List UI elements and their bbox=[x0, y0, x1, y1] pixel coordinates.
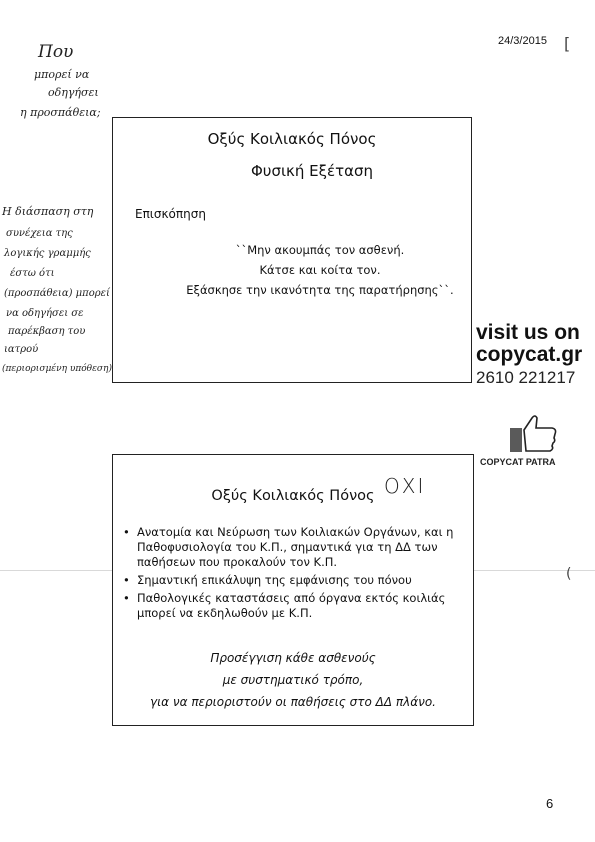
slide-physical-exam bbox=[112, 117, 472, 383]
quote-line: ``Μην ακουμπάς τον ασθενή. bbox=[235, 243, 405, 257]
section-label: Επισκόπηση bbox=[135, 207, 206, 221]
bullet-list bbox=[123, 525, 468, 624]
bullet-item: • Παθολογικές καταστάσεις από όργανα εκτός κοιλιάς μπορεί να εκδηλωθούν με Κ.Π. bbox=[123, 591, 468, 621]
handwritten-line: να οδηγήσει σε bbox=[6, 308, 84, 319]
handwritten-line: οδηγήσει bbox=[48, 86, 99, 99]
bullet-item: • Ανατομία και Νεύρωση των Κοιλιακών Οργάνων, και η Παθοφυσιολογία του Κ.Π., σημαντικά για τη ΔΔ των παθήσεων που προκαλούν τον Κ.Π. bbox=[123, 525, 468, 570]
handwritten-line: η προσπάθεια; bbox=[20, 106, 101, 119]
handwritten-line: μπορεί να bbox=[34, 68, 90, 81]
handwritten-line: συνέχεια της bbox=[6, 228, 73, 239]
handwritten-line: (περιορισμένη υπόθεση) bbox=[2, 364, 112, 374]
scan-artifact-mark: ( bbox=[566, 566, 572, 582]
handwritten-line: Η διάσπαση στη bbox=[2, 205, 94, 218]
quote-line: Εξάσκησε την ικανότητα της παρατήρησης``. bbox=[186, 283, 454, 297]
thumbs-up-icon bbox=[508, 414, 560, 458]
handwritten-line: λογικής γραμμής bbox=[4, 248, 91, 259]
slide-subtitle: Φυσική Εξέταση bbox=[250, 162, 374, 180]
italic-line: με συστηματικό τρόπο, bbox=[222, 673, 364, 687]
advert-line: visit us on bbox=[476, 321, 580, 344]
advert-phone: 2610 221217 bbox=[476, 368, 576, 387]
quote-line: Κάτσε και κοίτα τον. bbox=[259, 263, 381, 277]
handwritten-line: ιατρού bbox=[4, 344, 39, 355]
italic-line: για να περιοριστούν οι παθήσεις στο ΔΔ πλάνο. bbox=[150, 695, 436, 709]
handwritten-oxi: ΟΧΙ bbox=[384, 474, 426, 498]
slide-title: Οξύς Κοιλιακός Πόνος bbox=[211, 488, 375, 504]
handwritten-line: παρέκβαση του bbox=[8, 326, 86, 337]
advert-logo-text: COPYCAT PATRA bbox=[480, 457, 556, 467]
slide-title: Οξύς Κοιλιακός Πόνος bbox=[207, 130, 377, 148]
copycat-advert bbox=[476, 321, 594, 467]
date-stamp: 24/3/2015 bbox=[498, 35, 547, 47]
bullet-item: • Σημαντική επικάλυψη της εμφάνισης του πόνου bbox=[123, 573, 468, 588]
page-number: 6 bbox=[546, 796, 554, 811]
handwritten-line: Που bbox=[38, 42, 74, 62]
scan-artifact-mark: [ bbox=[564, 34, 571, 53]
handwritten-line: έστω ότι bbox=[10, 268, 55, 279]
handwritten-line: (προσπάθεια) μπορεί bbox=[4, 288, 110, 299]
advert-line: copycat.gr bbox=[476, 343, 583, 366]
italic-line: Προσέγγιση κάθε ασθενούς bbox=[210, 651, 376, 665]
